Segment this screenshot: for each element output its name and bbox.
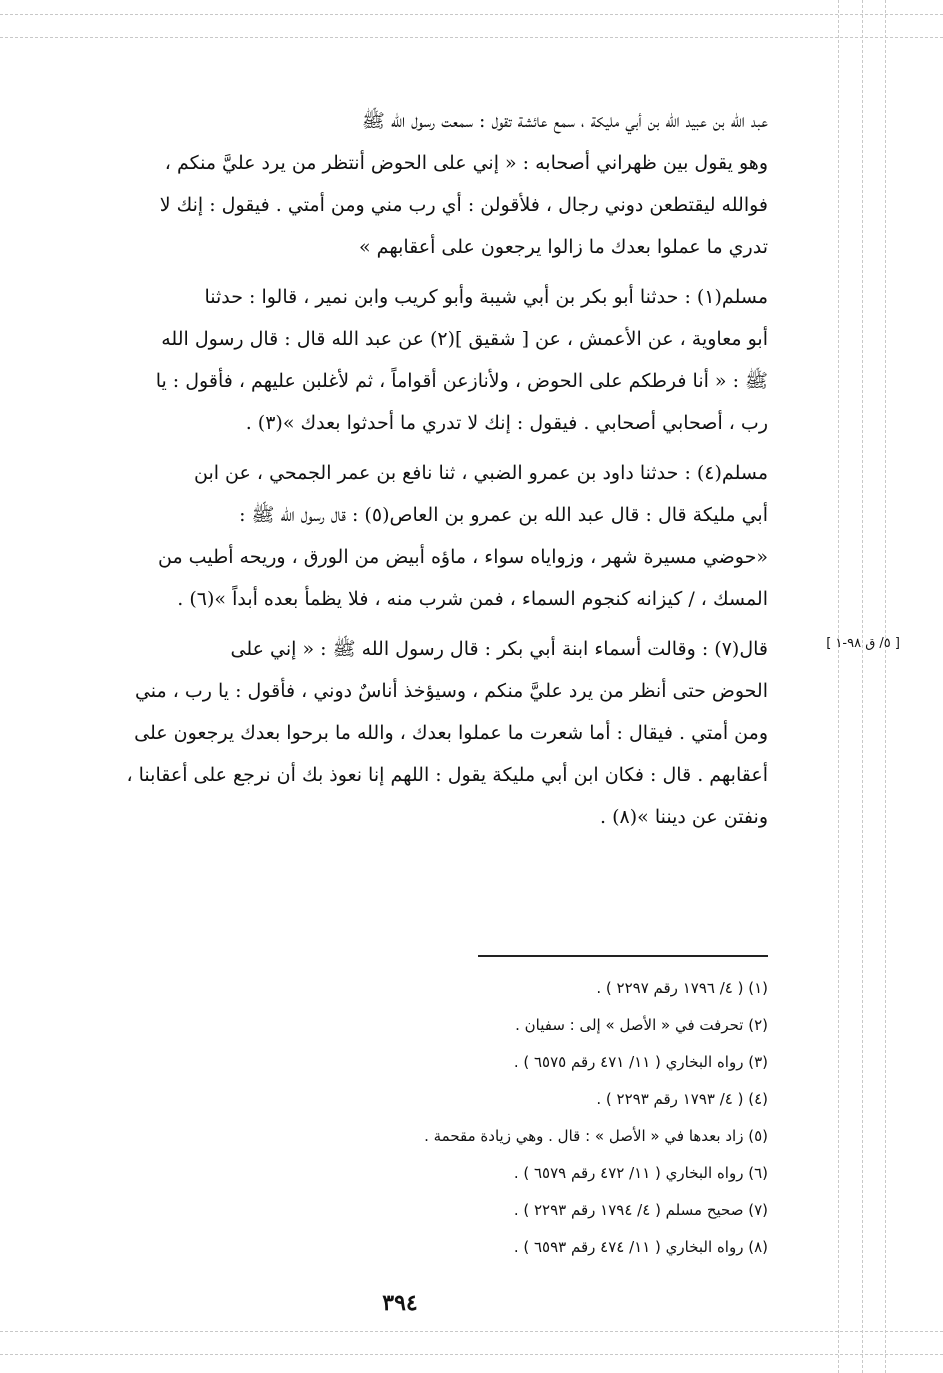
text-line: ﷺ : « أنا فرطكم على الحوض ، ولأنازعن أقواماً ، ثم لأغلبن عليهم ، فأقول : يا — [155, 370, 768, 392]
dashed-guide-line — [0, 1354, 943, 1355]
dashed-guide-line — [862, 0, 863, 1373]
footnote: (٤) ( ٤/ ١٧٩٣ رقم ٢٢٩٣ ) . — [596, 1090, 768, 1108]
text-line: مسلم(١) : حدثنا أبو بكر بن أبي شيبة وأبو كريب وابن نمير ، قالوا : حدثنا — [204, 286, 768, 308]
text-line: فوالله ليقتطعن دوني رجال ، فلأقولن : أي رب مني ومن أمتي . فيقول : إنك لا — [159, 194, 768, 216]
text-line: أعقابهم . قال : فكان ابن أبي مليكة يقول : اللهم إنا نعوذ بك أن نرجع على أعقابنا ، — [126, 764, 768, 786]
text-line: مسلم(٤) : حدثنا داود بن عمرو الضبي ، ثنا نافع بن عمر الجمحي ، عن ابن — [193, 462, 768, 484]
dashed-guide-line — [885, 0, 886, 1373]
dashed-guide-line — [0, 14, 943, 15]
text-line: عبد الله بن عبيد الله بن أبي مليكة ، سمع عائشة تقول : سمعت رسول الله ﷺ — [361, 110, 768, 132]
text-line: رب ، أصحابي أصحابي . فيقول : إنك لا تدري ما أحدثوا بعدك »(٣) . — [245, 412, 768, 434]
paragraph — [30, 276, 768, 444]
footnote-separator — [478, 955, 768, 957]
dashed-guide-line — [0, 37, 943, 38]
text-line: وهو يقول بين ظهراني أصحابه : « إني على الحوض أنتظر من يرد عليَّ منكم ، — [164, 152, 768, 174]
text-line: قال(٧) : وقالت أسماء ابنة أبي بكر : قال رسول الله ﷺ : « إني على — [230, 638, 768, 660]
text-line: المسك ، / كيزانه كنجوم السماء ، فمن شرب منه ، فلا يظمأ بعده أبداً »(٦) . — [177, 588, 768, 610]
dashed-guide-line — [838, 0, 839, 1373]
footnote: (٧) صحيح مسلم ( ٤/ ١٧٩٤ رقم ٢٢٩٣ ) . — [513, 1201, 768, 1219]
footnote: (١) ( ٤/ ١٧٩٦ رقم ٢٢٩٧ ) . — [596, 979, 768, 997]
text-line: تدري ما عملوا بعدك ما زالوا يرجعون على أعقابهم » — [359, 236, 768, 258]
text-line: أبي مليكة قال : قال عبد الله بن عمرو بن العاص(٥) : قال رسول الله ﷺ : — [239, 504, 768, 526]
paragraph — [30, 452, 768, 620]
main-text — [30, 100, 768, 846]
dashed-guide-line — [0, 1331, 943, 1332]
text-line: الحوض حتى أنظر من يرد عليَّ منكم ، وسيؤخذ أناسٌ دوني ، فأقول : يا رب ، مني — [134, 680, 768, 702]
margin-reference: [ ٥/ ق ٩٨-١ ] — [826, 636, 900, 651]
footnote: (٨) رواه البخاري ( ١١/ ٤٧٤ رقم ٦٥٩٣ ) . — [513, 1238, 768, 1256]
footnote: (٥) زاد بعدها في « الأصل » : قال . وهي زيادة مقحمة . — [424, 1127, 768, 1145]
footnote: (٦) رواه البخاري ( ١١/ ٤٧٢ رقم ٦٥٧٩ ) . — [513, 1164, 768, 1182]
paragraph — [30, 628, 768, 838]
footnote: (٣) رواه البخاري ( ١١/ ٤٧١ رقم ٦٥٧٥ ) . — [513, 1053, 768, 1071]
footnote: (٢) تحرفت في « الأصل » إلى : سفيان . — [515, 1016, 768, 1034]
text-line: ونفتن عن ديننا »(٨) . — [600, 806, 768, 828]
text-line: ومن أمتي . فيقال : أما شعرت ما عملوا بعدك ، والله ما برحوا بعدك يرجعون على — [134, 722, 768, 744]
page-number: ٣٩٤ — [382, 1290, 418, 1316]
text-line: أبو معاوية ، عن الأعمش ، عن [ شقيق ](٢) عن عبد الله قال : قال رسول الله — [161, 328, 768, 350]
text-line: «حوضي مسيرة شهر ، وزواياه سواء ، ماؤه أبيض من الورق ، وريحه أطيب من — [158, 546, 768, 568]
footnotes — [240, 970, 768, 1266]
paragraph — [30, 100, 768, 268]
